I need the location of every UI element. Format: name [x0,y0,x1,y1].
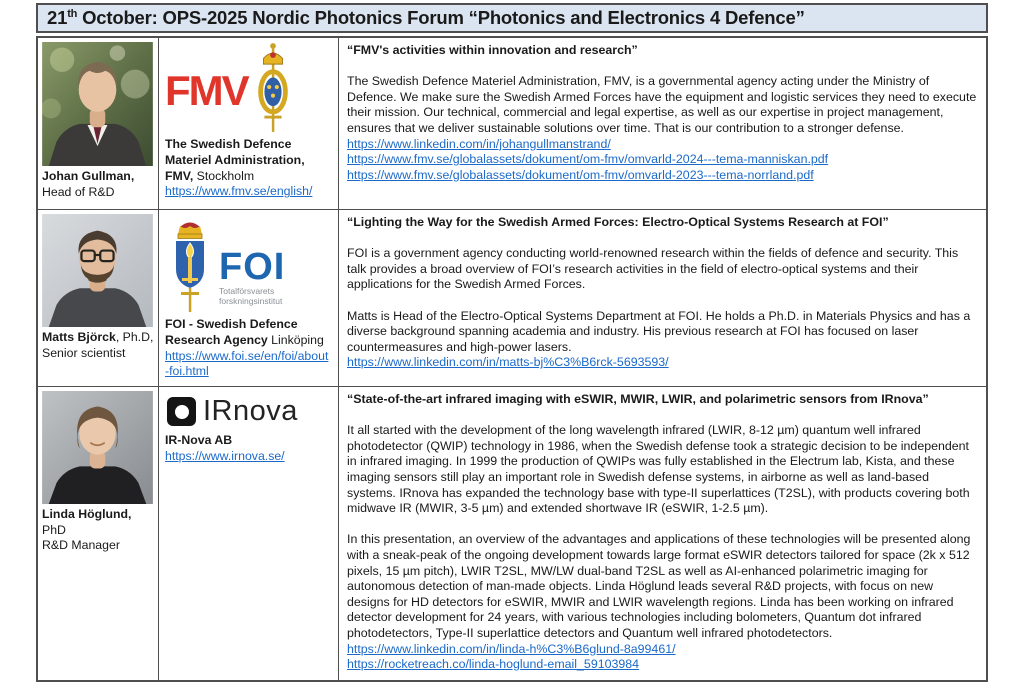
talk-link[interactable]: https://rocketreach.co/linda-hoglund-email_59103984 [347,657,640,672]
org-name: IR-Nova AB [165,433,233,447]
org-name: The Swedish Defence Materiel Administration, FMV, Stockholm [165,137,305,183]
talk-paragraph: In this presentation, an overview of the advantages and applications of these technologies will be presented along with a sneak-peak of the ongoing development towards large format eSWIR detectors tailored for space (2k x 512 pixels, 15 µm pitch), LWIR T2SL, MW/LW dual-band T2SL as well as AI-enhanced polarimetric imaging for autonomous detection of man-made objects. Linda Höglund leads several R&D projects, with focus on new designs for HD detectors for eSWIR, MWIR and LWIR wavelength regions. Linda has been working on infrared detector development for 24 years, with various technologies including bolometers, Quantum dot infrared photodetectors, Type-II superlattice detectors and Quantum well infrared photodetectors. [347,532,971,640]
talk-paragraph: Matts is Head of the Electro-Optical Systems Department at FOI. He holds a Ph.D. in Materials Physics and has a diverse background spanning academia and industry. His previous research at FOI has focused on laser countermeasures and high-power lasers. [347,308,971,354]
table-row-1-talk-cell [339,38,986,210]
org-link[interactable]: https://www.irnova.se/ [165,448,285,463]
foi-logo-subtext: Totalförsvarets forskningsinstitut [219,285,283,306]
irnova-logo-icon [167,397,196,426]
foi-logo-wordmark: FOI [219,245,286,288]
talk-links [347,137,978,184]
irnova-logo-wordmark: IRnova [203,395,298,427]
org-link[interactable]: https://www.fmv.se/english/ [165,184,313,199]
table-row-3-speaker-cell [38,387,159,680]
page-title-rest: October: OPS-2025 Nordic Photonics Forum “Photonics and Electronics 4 Defence” [77,7,805,28]
talk-paragraph: The Swedish Defence Materiel Administration, FMV, is a governmental agency acting under the Ministry of Defence. We make sure the Swedish Armed Forces have the equipment and logistic services they need to execute their mission. Our technical, commercial and legal expertise, as well as our expertise in project management, ensures that we deliver sustainable solutions over time. That is our contribution to a stronger defense. [347,74,977,135]
table-row-2-org-cell [159,210,339,387]
talk-links [347,642,978,673]
portrait-johan-gullman [42,42,153,166]
speaker-role: R&D Manager [42,538,120,552]
speakers-table [36,36,988,682]
speaker-role: Senior scientist [42,345,126,360]
table-row-1-org-cell [159,38,339,210]
table-row-2-talk-cell [339,210,986,387]
table-row-1-speaker-cell [38,38,159,210]
talk-links [347,355,978,371]
talk-link[interactable]: https://www.linkedin.com/in/linda-h%C3%B6glund-8a99461/ [347,641,676,656]
portrait-linda-hoglund [42,391,153,504]
org-name: FOI - Swedish Defence Research Agency Linköping [165,317,324,347]
fmv-logo [165,42,332,134]
talk-link[interactable]: https://www.linkedin.com/in/johangullmanstrand/ [347,136,611,151]
page-title-ordinal: th [67,7,78,20]
table-row-3-talk-cell [339,387,986,680]
page-title-num: 21 [47,7,68,28]
talk-link[interactable]: https://www.fmv.se/globalassets/dokument/om-fmv/omvarld-2023---tema-norrland.pdf [347,167,814,182]
speaker-name: Matts Björck, Ph.D, [42,330,154,344]
foi-logo [165,214,332,314]
org-link[interactable]: https://www.foi.se/en/foi/about-foi.html [165,348,329,379]
fmv-crest-icon [252,42,294,134]
speaker-name: Johan Gullman, [42,169,135,183]
talk-title: “Lighting the Way for the Swedish Armed Forces: Electro-Optical Systems Research at FOI” [347,215,889,229]
irnova-logo [165,391,332,430]
speaker-name: Linda Höglund, PhD [42,507,132,537]
talk-link[interactable]: https://www.fmv.se/globalassets/dokument/om-fmv/omvarld-2024---tema-manniskan.pdf [347,152,829,167]
page-title [36,3,988,33]
talk-paragraph: It all started with the development of the long wavelength infrared (LWIR, 8-12 µm) quantum well infrared photodetector (QWIP) technology in 1986, when the Swedish defense took a strategic decision to be independent in infrared imaging. In 1999 the production of QWIPs was fully established in the Electrum lab, Kista, and these imaging sensors still play an important role in Swedish defense systems, in airborne as well as land-based systems. IRnova has expanded the technology base with type-II superlattices (T2SL), with products covering both midwave IR (MWIR, 3-5 µm) and extended shortwave IR (eSWIR, 1-2.5 µm). [347,423,970,516]
program-sheet [36,3,988,682]
talk-title: “State-of-the-art infrared imaging with eSWIR, MWIR, LWIR, and polarimetric sensors from IRnova” [347,392,929,406]
talk-paragraph: FOI is a government agency conducting world-renowned research within the fields of defence and security. This talk provides a broad overview of FOI’s research activities in the field of electro-optical systems and their applications for the Swedish Armed Forces. [347,246,959,292]
talk-link[interactable]: https://www.linkedin.com/in/matts-bj%C3%B6rck-5693593/ [347,355,669,370]
speaker-role: Head of R&D [42,184,115,199]
foi-crest-icon [165,214,215,314]
fmv-logo-wordmark: FMV [165,67,248,114]
talk-title: “FMV's activities within innovation and research” [347,43,638,57]
table-row-2-speaker-cell [38,210,159,387]
table-row-3-org-cell [159,387,339,680]
portrait-matts-bjorck [42,214,153,327]
